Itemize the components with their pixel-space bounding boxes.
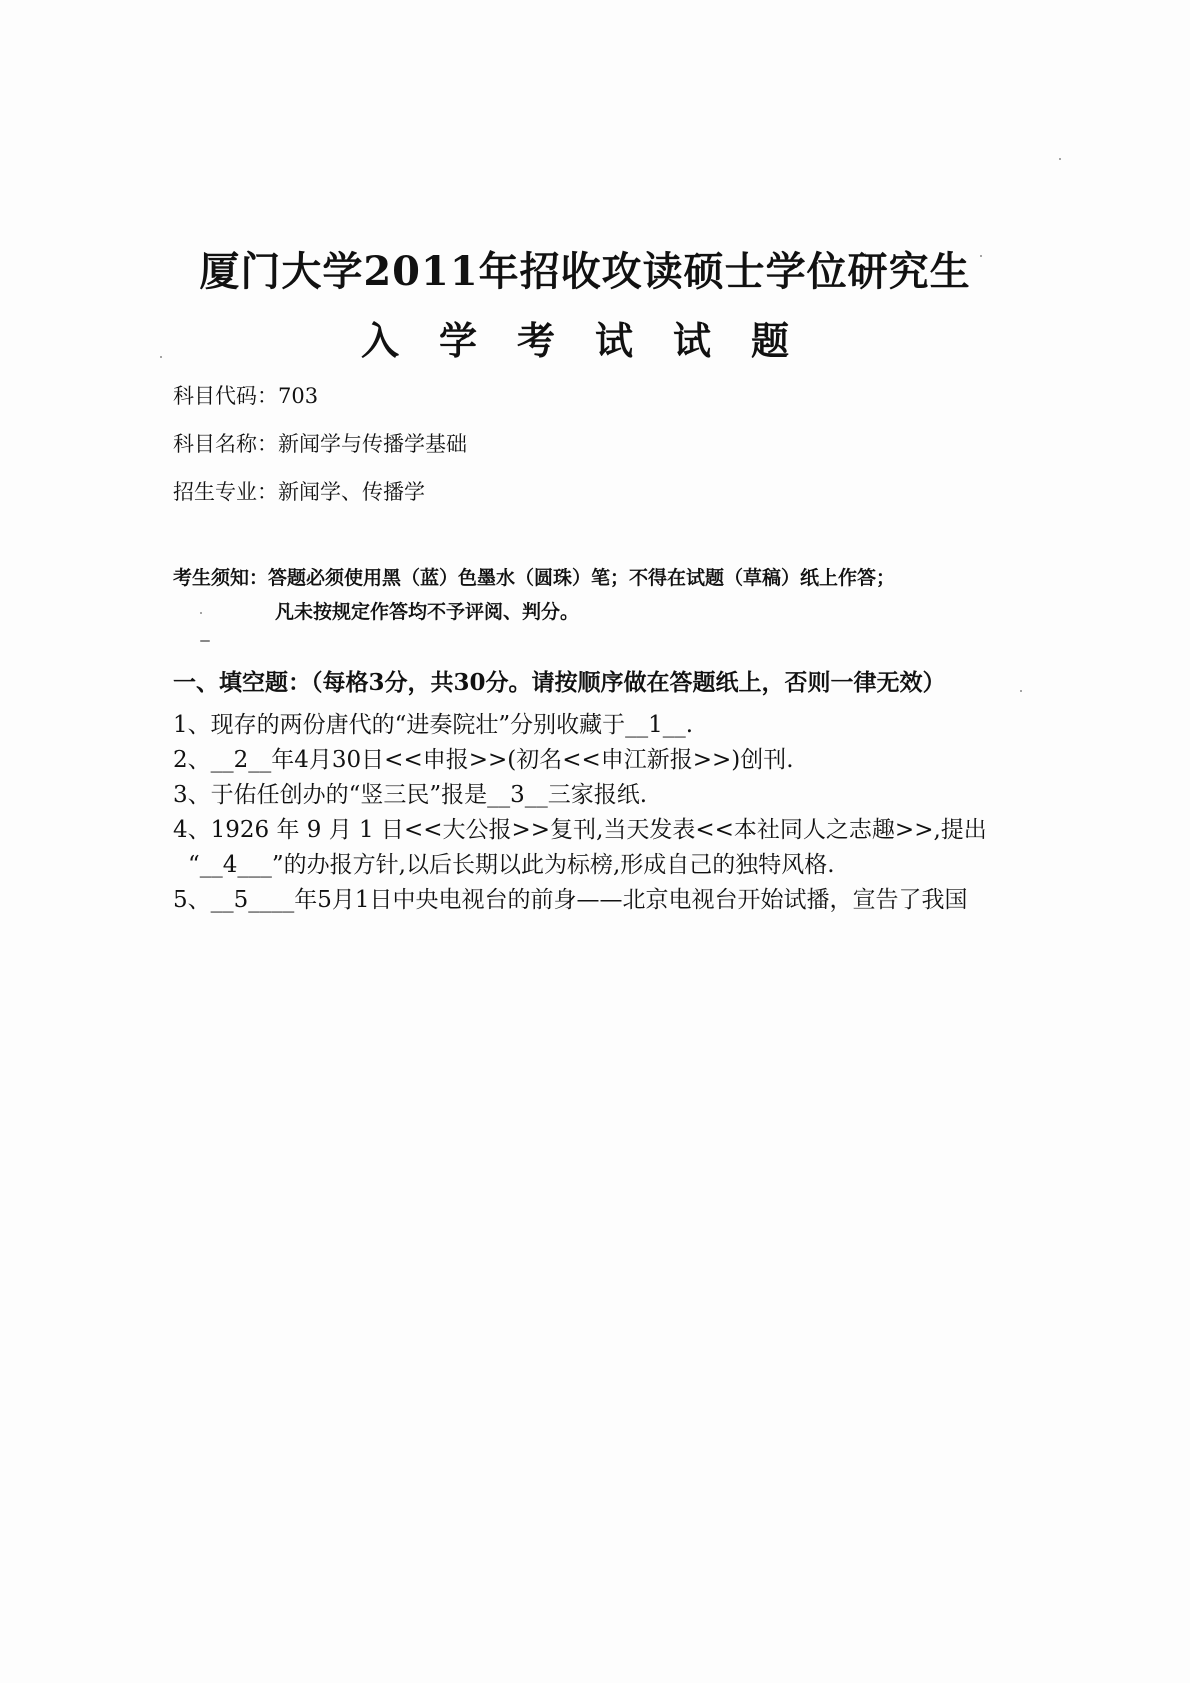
question-5: 5、__5____年5月1日中央电视台的前身——北京电视台开始试播，宣告了我国 xyxy=(173,887,968,913)
exam-title: 厦门大学2011年招收攻读硕士学位研究生 xyxy=(199,248,971,295)
scan-speck xyxy=(1020,690,1022,692)
enrollment-major xyxy=(173,476,425,506)
question-1: 1、现存的两份唐代的“进奏院壮”分别收藏于__1__. xyxy=(173,712,694,738)
question-4-continued: “__4___”的办报方针,以后长期以此为标榜,形成自己的独特风格. xyxy=(188,852,835,878)
subject-name-value: 新闻学与传播学基础 xyxy=(278,432,467,456)
subject-name-label: 科目名称： xyxy=(173,432,278,456)
exam-subtitle: 入学考试试题 xyxy=(360,318,829,363)
enrollment-major-value: 新闻学、传播学 xyxy=(278,480,425,504)
scan-speck xyxy=(200,640,210,642)
subject-code xyxy=(173,380,318,410)
question-3: 3、于佑任创办的“竖三民”报是__3__三家报纸. xyxy=(173,782,648,808)
subject-code-label: 科目代码： xyxy=(173,384,278,408)
notice-line-2: 凡未按规定作答均不予评阅、判分。 xyxy=(275,601,580,623)
subject-code-value: 703 xyxy=(278,384,319,408)
scan-speck xyxy=(1059,158,1061,160)
notice-label: 考生须知： xyxy=(173,567,269,589)
section-heading: 一、填空题：（每格3分，共30分。请按顺序做在答题纸上，否则一律无效） xyxy=(173,669,946,696)
subject-name xyxy=(173,428,467,458)
question-4: 4、1926 年 9 月 1 日<<大公报>>复刊,当天发表<<本社同人之志趣>>,提出 xyxy=(173,817,987,843)
enrollment-major-label: 招生专业： xyxy=(173,480,278,504)
question-2: 2、__2__年4月30日<<申报>>(初名<<申江新报>>)创刊. xyxy=(173,747,794,773)
notice-line-1: 答题必须使用黑（蓝）色墨水（圆珠）笔；不得在试题（草稿）纸上作答； xyxy=(268,567,896,589)
candidate-notice xyxy=(173,561,1073,629)
